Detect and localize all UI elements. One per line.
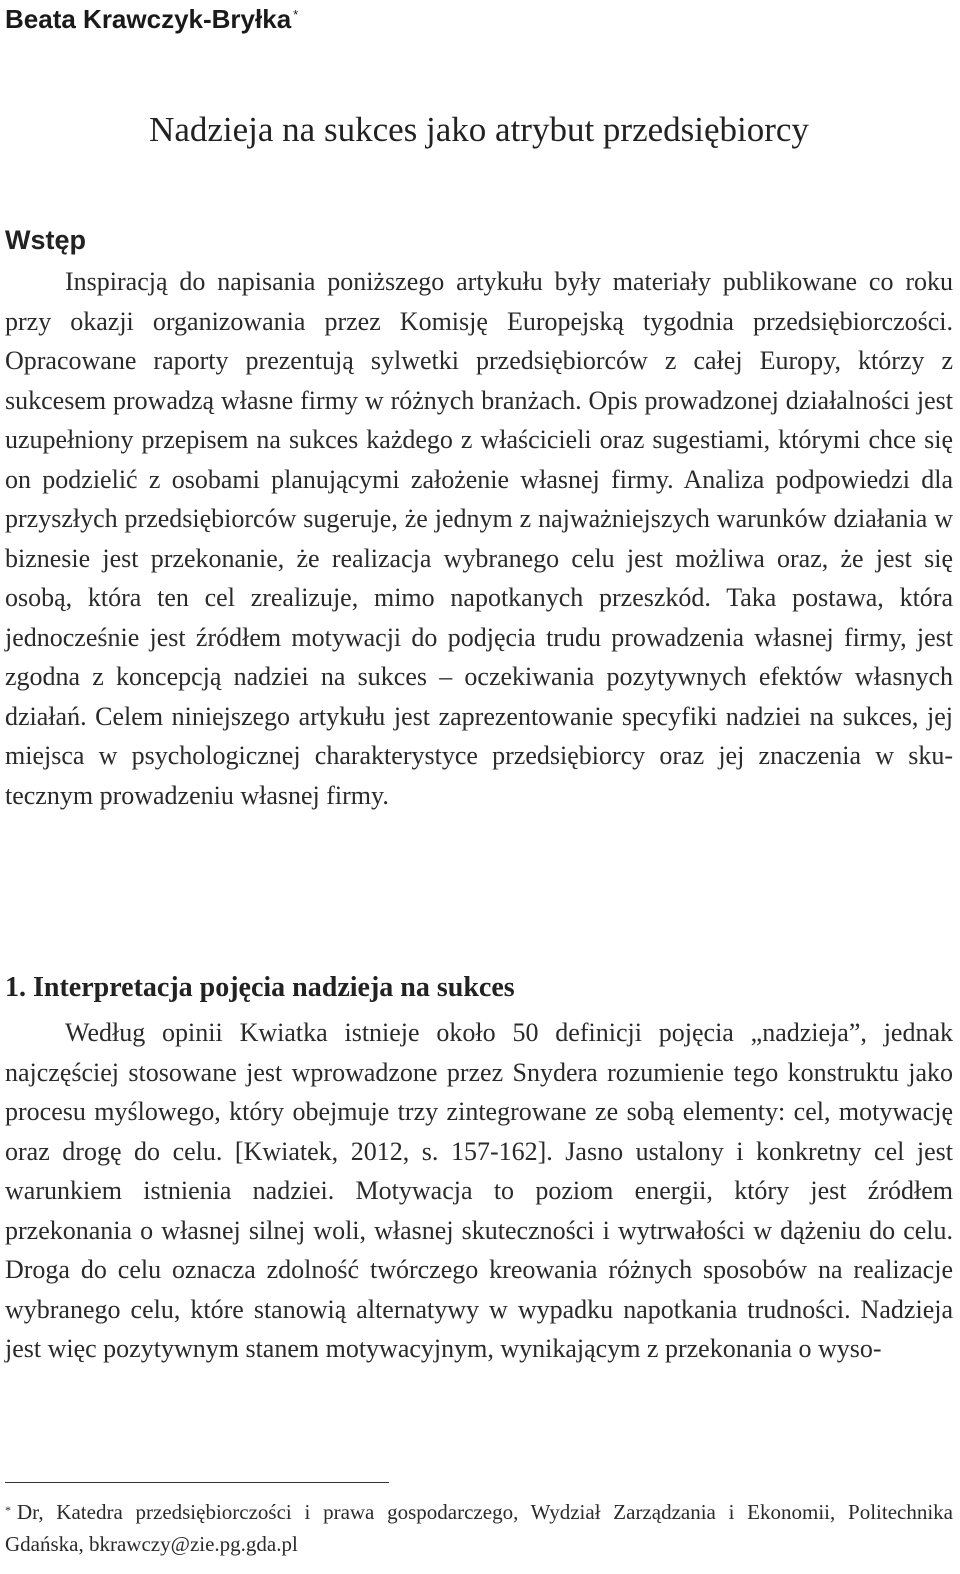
author-footnote-mark: * [293, 7, 299, 22]
article-title: Nadzieja na sukces jako atrybut przedsiębiorcy [149, 110, 809, 149]
section1-heading: 1. Interpretacja pojęcia nadzieja na sukces [5, 972, 515, 1003]
author-line [5, 2, 298, 36]
author-name: Beata Krawczyk-Bryłka [5, 4, 292, 34]
footnote [5, 1496, 953, 1560]
section1-paragraph: Według opinii Kwiatka istnieje około 50 definicji pojęcia „nadzieja”, jednak najczęściej stosowane jest wprowadzone przez Snydera rozumienie tego konstruktu jako procesu myślowego, który obejmuje trzy zintegrowane ze sobą elementy: cel, motywację oraz drogę do celu. [Kwiatek, 2012, s. 157-162]. Jasno ustalony i konkretny cel jest warunkiem istnienia nadziei. Motywacja to poziom energii, który jest źródłem przekonania o własnej silnej woli, własnej skuteczności i wytrwałości w dążeniu do celu. Droga do celu oznacza zdolność twórczego kreowania różnych sposobów na realizacje wybranego celu, które stanowią alternatywy w wypadku napotkania trudności. Nadzieja jest więc pozytywnym stanem motywacyjnym, wynikającym z przekonania o wyso- [5, 1018, 953, 1363]
footnote-mark: * [5, 1503, 11, 1517]
intro-paragraph: Inspiracją do napisania poniższego artykułu były materiały publikowane co roku przy okazji organizowania przez Komisję Europejską tygodnia przedsiębiorczości. Opracowane raporty prezentują sylwetki przedsiębiorców z całej Europy, którzy z sukcesem prowadzą własne firmy w różnych branżach. Opis prowadzonej działalności jest uzupełniony przepisem na sukces każdego z właścicieli oraz sugestiami, którymi chce się on podzielić z osobami planującymi założenie własnej firmy. Analiza podpowiedzi dla przyszłych przedsiębiorców sugeruje, że jednym z najważniejszych warunków działania w biznesie jest przekonanie, że realizacja wybranego celu jest możliwa oraz, że jest się osobą, która ten cel zrealizuje, mimo napotkanych przeszkód. Taka postawa, która jednocześnie jest źródłem motywacji do podjęcia trudu prowadzenia własnej firmy, jest zgodna z koncepcją nadziei na sukces – oczekiwania pozytywnych efektów własnych działań. Celem niniejszego artykułu jest zaprezentowanie specyfiki nadziei na sukces, jej miejsca w psychologicznej charakterystyce przedsiębiorcy oraz jej znaczenia w skutecznym prowadzeniu własnej firmy. [5, 267, 953, 810]
footnote-text: Dr, Katedra przedsiębiorczości i prawa gospodarczego, Wydział Zarządzania i Ekonomii, Politechnika Gdańska, bkrawczy@zie.pg.gda.pl [5, 1500, 953, 1556]
intro-heading: Wstęp [5, 225, 86, 255]
footnote-divider [5, 1482, 389, 1483]
